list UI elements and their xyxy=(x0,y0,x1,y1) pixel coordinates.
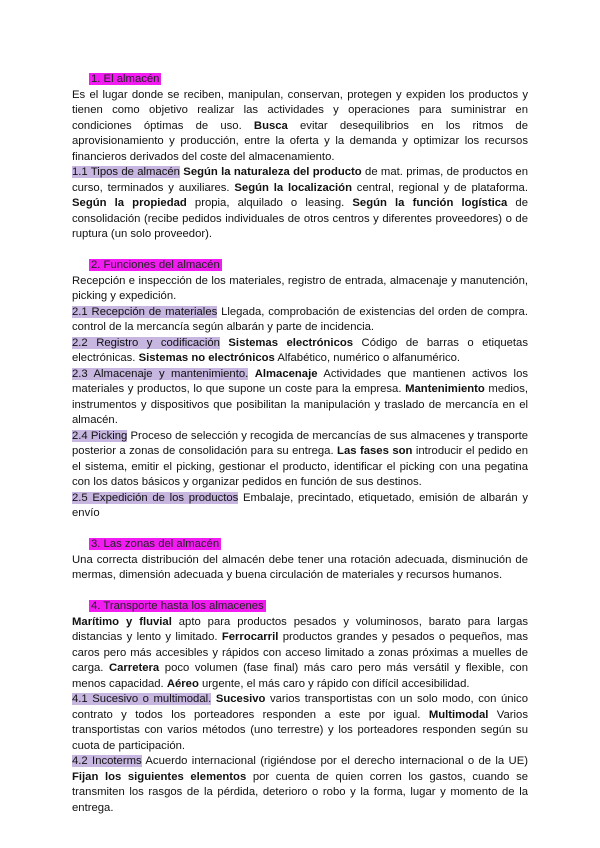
text-run: de consolidación (recibe pedidos individuales de otros centros y diferentes proveedores) o de ruptura (un solo proveedor). xyxy=(72,197,528,240)
bold-term: Según la función logística xyxy=(352,197,508,209)
section-heading xyxy=(72,258,528,274)
bold-term: Marítimo y fluvial xyxy=(72,615,172,628)
section-paragraph xyxy=(72,553,528,584)
subsection-label: 2.4 Picking xyxy=(72,429,128,442)
bold-term: Según la naturaleza del producto xyxy=(179,166,362,178)
text-run: Es el lugar donde se reciben, manipulan, conservan, protegen y expiden los productos y tienen como objetivo realizar las actividades y operaciones para suministrar en condiciones óptimas de uso. xyxy=(72,88,528,132)
subsection-paragraph xyxy=(72,165,528,243)
section-heading xyxy=(72,537,528,553)
bold-term: Carretera xyxy=(108,662,160,674)
section-spacer xyxy=(72,584,528,600)
subsection-label: 2.3 Almacenaje y mantenimiento. xyxy=(72,367,249,380)
text-run: varios transportistas con un solo modo, con único contrato y todos los porteadores responden a este por igual. xyxy=(72,693,528,721)
text-run: Llegada, comprobación de existencias del orden de compra. control de la mercancía según albarán y parte de incidencia. xyxy=(72,305,528,333)
document-page xyxy=(72,72,528,816)
bold-term: Sistemas no electrónicos xyxy=(138,352,275,364)
bold-term: Aéreo xyxy=(166,677,199,690)
text-run: Recepción e inspección de los materiales, registro de entrada, almacenaje y manutención, picking y expedición. xyxy=(72,274,528,302)
bold-term: Las fases son xyxy=(337,445,413,457)
section-paragraph xyxy=(72,615,528,693)
subsection-paragraph xyxy=(72,692,528,754)
text-run: Alfabético, numérico o alfanumérico. xyxy=(274,352,461,364)
bold-term: Almacenaje xyxy=(254,367,318,380)
bold-term: Mantenimiento xyxy=(405,383,485,395)
bold-term: Busca xyxy=(253,119,288,132)
section-heading-text: 1. El almacén xyxy=(91,73,160,85)
bold-term: Según la localización xyxy=(234,181,352,194)
bold-term: Ferrocarril xyxy=(221,631,279,643)
subsection-paragraph xyxy=(72,336,528,367)
text-run: Varios transportistas con varios métodos (uno terrestre) y los porteadores responden según su cuota de participación. xyxy=(72,708,528,752)
text-run: apto para productos pesados y voluminosos, barato para largas distancias y lento y limitado. xyxy=(72,615,529,643)
subsection-paragraph xyxy=(72,367,528,429)
section-heading-text: 3. Las zonas del almacén xyxy=(91,538,220,550)
subsection-paragraph xyxy=(72,305,528,336)
text-run: poco volumen (fase final) más caro pero más versátil y flexible, con menos capacidad. xyxy=(72,662,528,690)
text-run: evitar desequilibrios en los ritmos de aprovisionamiento y producción, entre la oferta y la demanda y optimizar los recursos financieros derivados del coste del almacenamiento. xyxy=(72,119,528,163)
section-heading xyxy=(72,599,528,615)
bold-term: Según la propiedad xyxy=(72,197,187,209)
subsection-label: 1.1 Tipos de almacén xyxy=(72,166,180,178)
text-run: Acuerdo internacional (rigiéndose por el derecho internacional o de la UE) xyxy=(141,755,528,767)
text-run: Código de barras o etiquetas electrónicas. xyxy=(72,336,528,364)
text-run: de mat. primas, de productos en curso, terminados y auxiliares. xyxy=(72,166,528,194)
text-run: Actividades que mantienen activos los materiales y productos, lo que supone un coste para la empresa. xyxy=(72,367,529,395)
text-run: Embalaje, precintado, etiquetado, emisión de albarán y envío xyxy=(72,491,528,519)
text-run: Una correcta distribución del almacén debe tener una rotación adecuada, disminución de mermas, dimensión adecuada y buena circulación de materiales y recursos humanos. xyxy=(72,553,528,581)
text-run: Proceso de selección y recogida de mercancías de sus almacenes y transporte posterior a zonas de consolidación para su entrega. xyxy=(72,429,528,457)
section-paragraph xyxy=(72,88,528,166)
bold-term: Fijan los siguientes elementos xyxy=(72,770,247,783)
subsection-label: 4.2 Incoterms xyxy=(72,755,142,767)
section-paragraph xyxy=(72,274,528,305)
subsection-label: 2.5 Expedición de los productos xyxy=(72,491,239,504)
section-heading-text: 2. Funciones del almacén xyxy=(91,259,220,271)
text-run: productos grandes y pesados o pequeños, mas caros pero más accesibles y rápidos con acceso limitado a zonas próximas a muelles de carga. xyxy=(72,631,528,674)
bold-term: Sucesivo xyxy=(215,693,266,705)
section-heading-text: 4. Transporte hasta los almacenes xyxy=(91,600,264,612)
text-run: urgente, el más caro y rápido con difícil accesibilidad. xyxy=(198,677,470,690)
text-run: medios, instrumentos y dispositivos que posibilitan la manipulación y traslado de mercancía en el almacén. xyxy=(72,383,528,426)
section-spacer xyxy=(72,243,528,259)
text-run: propia, alquilado o leasing. xyxy=(186,197,353,209)
subsection-paragraph xyxy=(72,754,528,816)
subsection-label: 4.1 Sucesivo o multimodal. xyxy=(72,693,212,705)
text-run: introducir el pedido en el sistema, emitir el picking, gestionar el producto, identificar el picking con una pegatina con los datos básicos y organizar pedidos en función de sus destinos. xyxy=(72,445,528,488)
section-heading xyxy=(72,72,528,88)
subsection-paragraph xyxy=(72,491,528,522)
text-run: central, regional y de plataforma. xyxy=(351,181,528,194)
bold-term: Sistemas electrónicos xyxy=(228,336,354,349)
subsection-paragraph xyxy=(72,429,528,491)
section-spacer xyxy=(72,522,528,538)
subsection-label: 2.1 Recepción de materiales xyxy=(72,305,218,318)
bold-term: Multimodal xyxy=(428,708,489,721)
text-run: por cuenta de quien corren los gastos, cuando se transmiten los rasgos de la pérdida, deterioro o robo y la forma, lugar y momento de la entrega. xyxy=(72,770,528,814)
subsection-label: 2.2 Registro y codificación xyxy=(72,336,220,349)
